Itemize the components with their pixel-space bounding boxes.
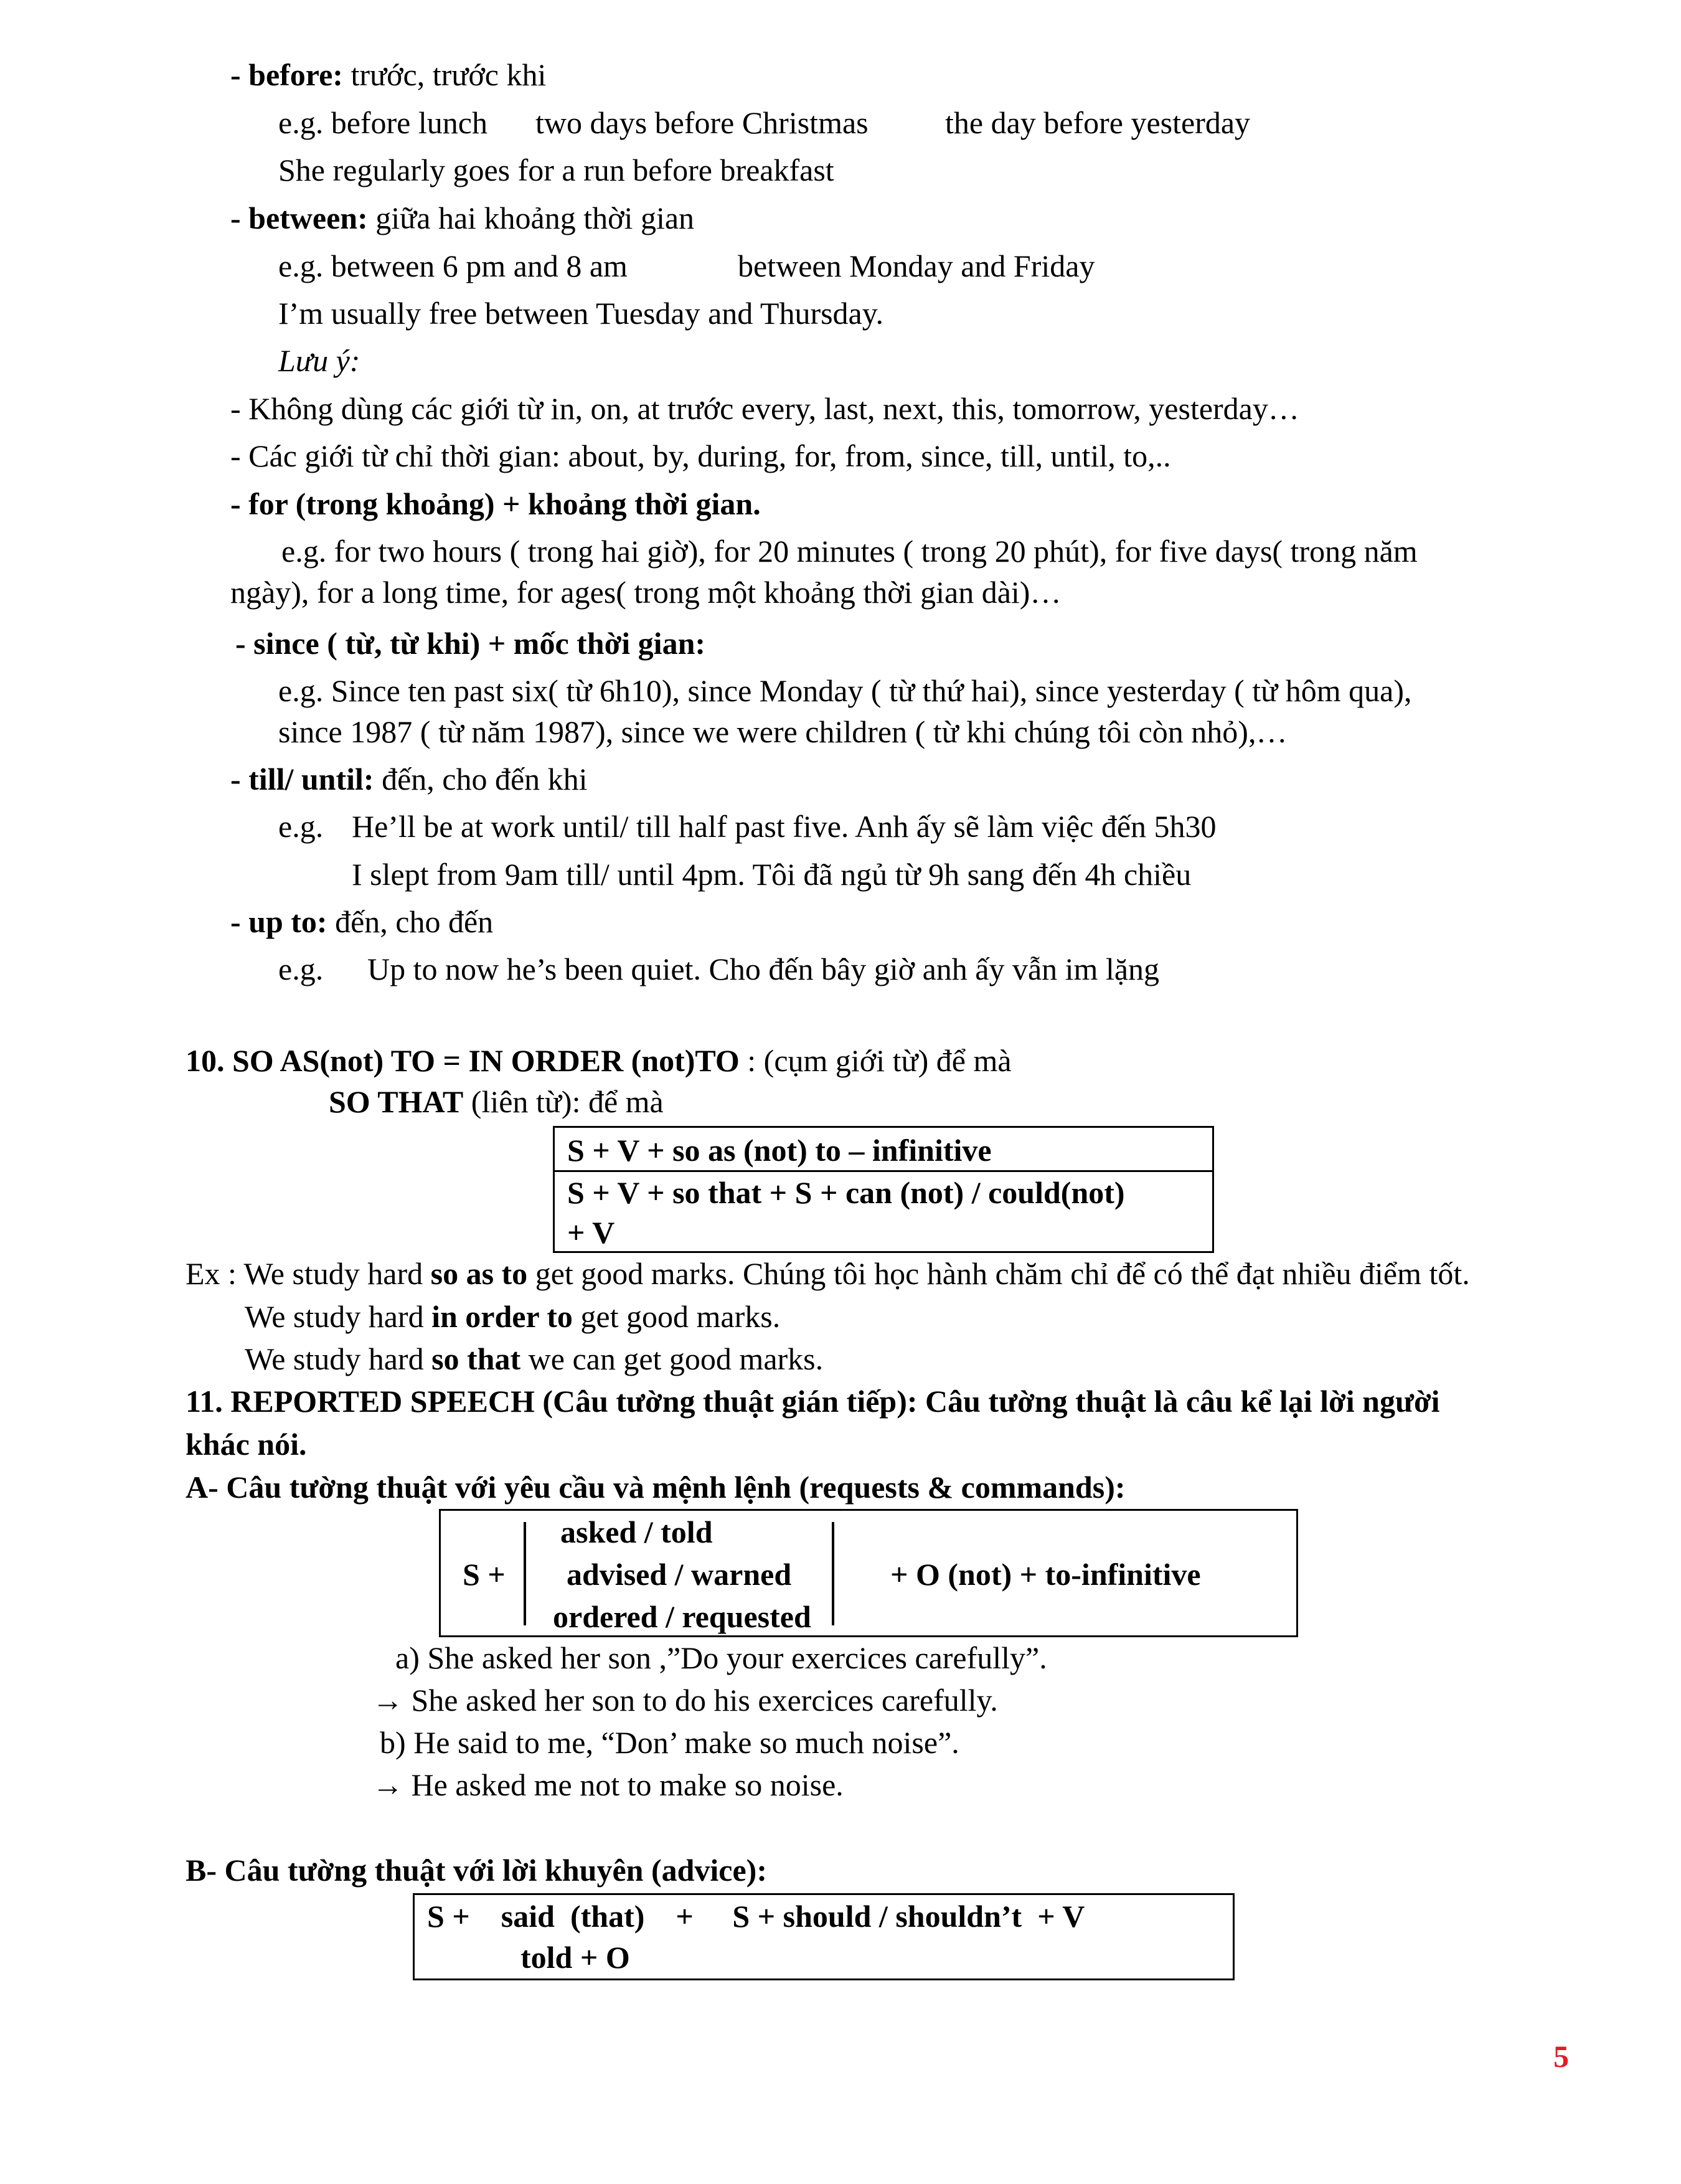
for-example-1: e.g. for two hours ( trong hai giờ), for 20 minutes ( trong 20 phút), for five days( trong năm [281, 534, 1418, 569]
ex1-end: get good marks. Chúng tôi học hành chăm chỉ để có thể đạt nhiều điểm tốt. [527, 1256, 1470, 1291]
a-example-2 [372, 1681, 998, 1719]
box-a-verb-2: advised / warned [567, 1557, 792, 1592]
section-10-so-that [329, 1083, 664, 1120]
advice-formula-box [413, 1893, 1235, 1980]
before-heading [230, 56, 546, 93]
reported-command-box [439, 1509, 1298, 1637]
a-example-1: a) She asked her son ,”Do your exercices carefully”. [395, 1640, 1047, 1675]
s10-example-3 [245, 1340, 823, 1378]
till-example-2: I slept from 9am till/ until 4pm. Tôi đã ngủ từ 9h sang đến 4h chiều [352, 857, 1192, 892]
s10-example-1 [186, 1255, 1470, 1292]
between-heading [230, 199, 694, 237]
formula-row-2a: S + V + so that + S + can (not) / could(not) [567, 1175, 1125, 1210]
upto-eg-label: e.g. [278, 952, 324, 986]
upto-example-1: Up to now he’s been quiet. Cho đến bây giờ anh ấy vẫn im lặng [367, 952, 1160, 986]
between-example-1: e.g. between 6 pm and 8 am [278, 248, 628, 283]
till-term: - till/ until: [230, 762, 374, 797]
before-meaning: trước, trước khi [342, 57, 547, 92]
since-example-1: e.g. Since ten past six( từ 6h10), since Monday ( từ thứ hai), since yesterday ( từ hôm qua), [278, 673, 1412, 708]
ex2-start: We study hard [245, 1299, 432, 1334]
formula-divider [553, 1170, 1214, 1172]
box-a-verb-3: ordered / requested [553, 1599, 811, 1634]
box-a-right-bracket [832, 1522, 834, 1625]
before-example-4: She regularly goes for a run before breakfast [278, 153, 834, 187]
till-meaning: đến, cho đến khi [374, 762, 588, 797]
section-10-title-rest: : (cụm giới từ) để mà [739, 1043, 1012, 1078]
b-example-2-text: He asked me not to make so noise. [411, 1767, 844, 1802]
section-11-title-1: 11. REPORTED SPEECH (Câu tường thuật gián tiếp): Câu tường thuật là câu kể lại lời người [186, 1384, 1440, 1419]
ex1-keyword: so as to [430, 1256, 528, 1291]
box-a-rest: + O (not) + to-infinitive [890, 1557, 1201, 1592]
till-eg-label: e.g. [278, 809, 324, 844]
so-that-meaning: (liên từ): để mà [463, 1084, 664, 1119]
section-10-title [186, 1042, 1012, 1079]
between-example-2: between Monday and Friday [738, 248, 1095, 283]
upto-heading [230, 903, 493, 940]
upto-meaning: đến, cho đến [327, 904, 494, 939]
s10-example-2 [245, 1298, 780, 1335]
box-a-verb-1: asked / told [560, 1515, 713, 1549]
so-that-term: SO THAT [329, 1084, 464, 1119]
box-a-left-bracket [524, 1522, 526, 1625]
a-example-2-text: She asked her son to do his exercices carefully. [411, 1683, 998, 1718]
note-line-2: - Các giới từ chỉ thời gian: about, by, during, for, from, since, till, until, to,.. [230, 438, 1171, 473]
ex3-end: we can get good marks. [520, 1341, 824, 1376]
b-example-1: b) He said to me, “Don’ make so much noise”. [380, 1725, 959, 1760]
formula-row-1: S + V + so as (not) to – infinitive [567, 1133, 992, 1168]
before-example-1: e.g. before lunch [278, 105, 487, 140]
box-b-row-1: S + said (that) + S + should / shouldn’t + V [427, 1899, 1085, 1934]
ex3-keyword: so that [431, 1341, 521, 1376]
page-number: 5 [1553, 2039, 1569, 2074]
section-11-b-heading: B- Câu tường thuật với lời khuyên (advice): [186, 1853, 767, 1888]
b-example-2 [372, 1766, 844, 1803]
before-term: - before: [230, 57, 343, 92]
since-heading: - since ( từ, từ khi) + mốc thời gian: [235, 626, 706, 661]
till-example-1: He’ll be at work until/ till half past five. Anh ấy sẽ làm việc đến 5h30 [352, 809, 1217, 844]
between-meaning: giữa hai khoảng thời gian [367, 201, 695, 235]
between-example-3: I’m usually free between Tuesday and Thursday. [278, 296, 883, 331]
between-term: - between: [230, 201, 368, 235]
arrow-icon: → [372, 1767, 403, 1802]
so-as-formula-box [553, 1126, 1214, 1253]
for-heading: - for (trong khoảng) + khoảng thời gian. [230, 486, 761, 521]
till-heading [230, 760, 588, 798]
formula-row-2b: + V [567, 1215, 615, 1250]
arrow-icon: → [372, 1683, 403, 1718]
before-example-2: two days before Christmas [535, 105, 869, 140]
note-title: Lưu ý: [278, 343, 360, 378]
upto-term: - up to: [230, 904, 327, 939]
ex2-keyword: in order to [431, 1299, 573, 1334]
ex2-end: get good marks. [572, 1299, 781, 1334]
ex1-start: Ex : We study hard [186, 1256, 431, 1291]
for-example-2: ngày), for a long time, for ages( trong một khoảng thời gian dài)… [230, 575, 1062, 610]
section-11-a-heading: A- Câu tường thuật với yêu cầu và mệnh lệnh (requests & commands): [186, 1470, 1126, 1505]
ex3-start: We study hard [245, 1341, 432, 1376]
section-10-title-bold: 10. SO AS(not) TO = IN ORDER (not)TO [186, 1043, 740, 1078]
before-example-3: the day before yesterday [945, 105, 1251, 140]
box-b-row-2: told + O [520, 1940, 630, 1975]
note-line-1: - Không dùng các giới từ in, on, at trước every, last, next, this, tomorrow, yesterday… [230, 391, 1299, 426]
since-example-2: since 1987 ( từ năm 1987), since we were children ( từ khi chúng tôi còn nhỏ),… [278, 714, 1288, 749]
box-a-subject: S + [463, 1557, 506, 1592]
section-11-title-2: khác nói. [186, 1427, 307, 1462]
